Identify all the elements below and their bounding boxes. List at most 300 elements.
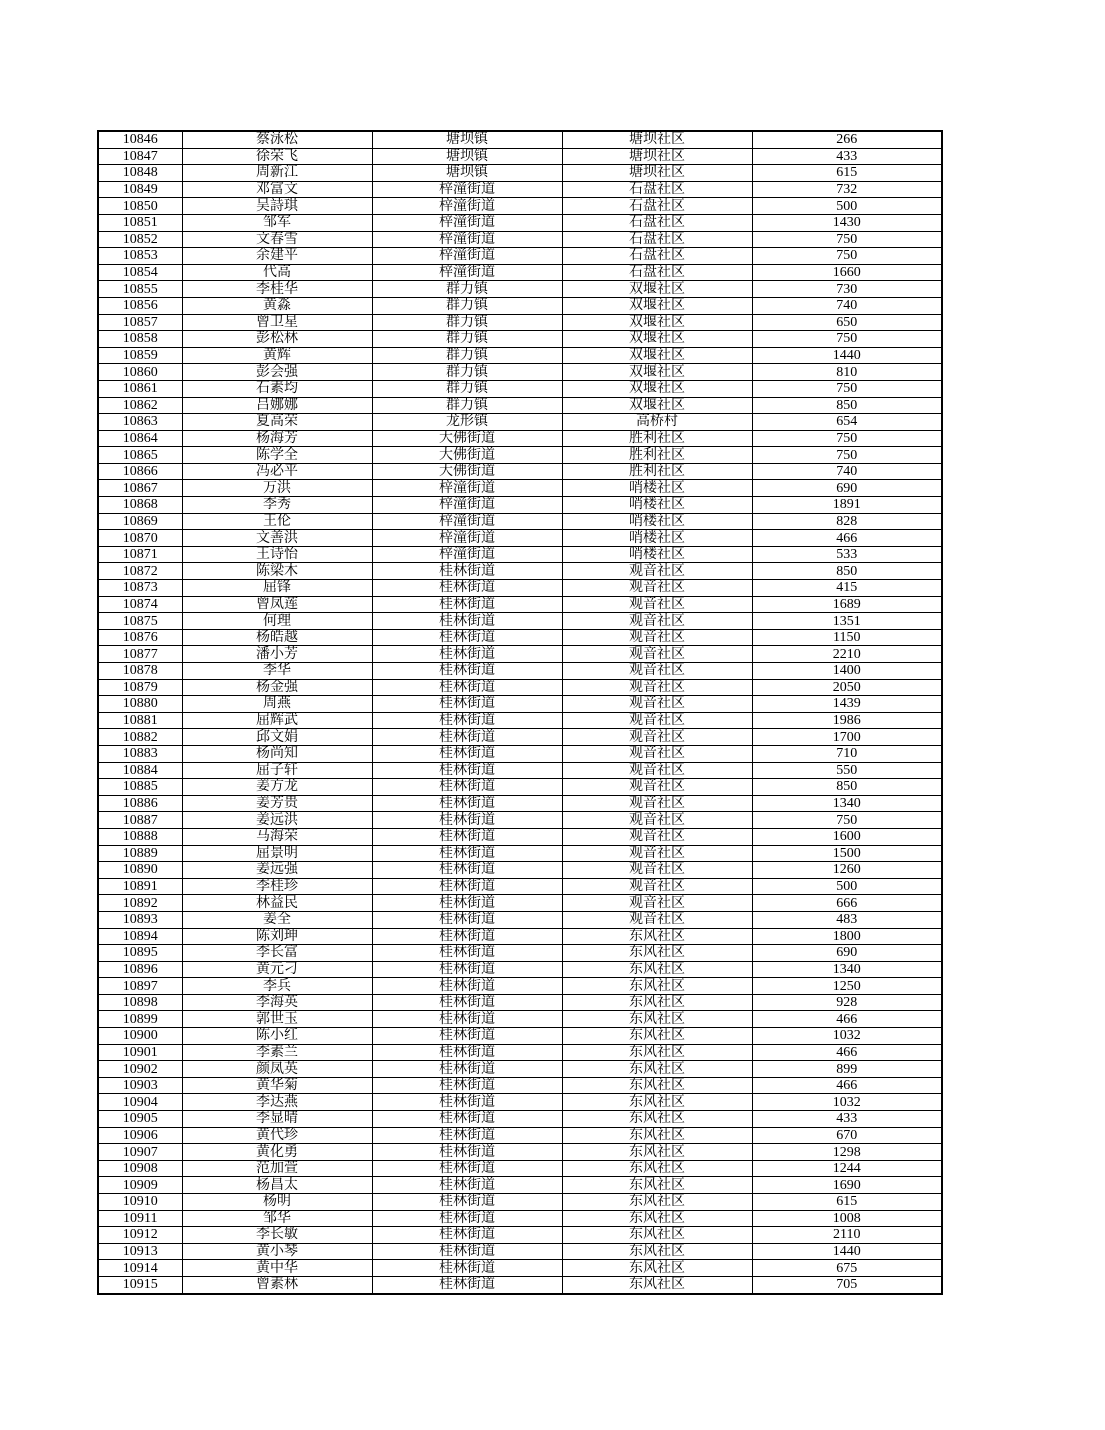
person-name-cell: 文善洪: [182, 530, 372, 547]
community-cell: 观音社区: [562, 563, 752, 580]
record-id-cell: 10910: [98, 1194, 182, 1211]
record-id-cell: 10849: [98, 181, 182, 198]
table-row: [98, 397, 942, 414]
amount-cell: 466: [752, 1044, 942, 1061]
street-cell: 塘坝镇: [372, 165, 562, 182]
street-cell: 桂林街道: [372, 1227, 562, 1244]
record-id-cell: 10867: [98, 480, 182, 497]
person-name-cell: 李达燕: [182, 1094, 372, 1111]
record-id-cell: 10886: [98, 795, 182, 812]
record-id-cell: 10889: [98, 845, 182, 862]
street-cell: 桂林街道: [372, 945, 562, 962]
person-name-cell: 黄中华: [182, 1260, 372, 1277]
amount-cell: 850: [752, 397, 942, 414]
community-cell: 胜利社区: [562, 447, 752, 464]
record-id-cell: 10863: [98, 414, 182, 431]
street-cell: 梓潼街道: [372, 231, 562, 248]
community-cell: 东风社区: [562, 1061, 752, 1078]
person-name-cell: 曾卫星: [182, 314, 372, 331]
amount-cell: 1150: [752, 629, 942, 646]
person-name-cell: 文春雪: [182, 231, 372, 248]
amount-cell: 730: [752, 281, 942, 298]
street-cell: 桂林街道: [372, 629, 562, 646]
community-cell: 观音社区: [562, 646, 752, 663]
amount-cell: 650: [752, 314, 942, 331]
community-cell: 观音社区: [562, 729, 752, 746]
record-id-cell: 10874: [98, 596, 182, 613]
table-row: [98, 1011, 942, 1028]
community-cell: 观音社区: [562, 812, 752, 829]
table-row: [98, 148, 942, 165]
street-cell: 桂林街道: [372, 928, 562, 945]
community-cell: 石盘社区: [562, 181, 752, 198]
person-name-cell: 陈刘珅: [182, 928, 372, 945]
table-row: [98, 845, 942, 862]
record-id-cell: 10853: [98, 248, 182, 265]
table-row: [98, 679, 942, 696]
community-cell: 东风社区: [562, 978, 752, 995]
amount-cell: 750: [752, 231, 942, 248]
table-row: [98, 928, 942, 945]
community-cell: 双堰社区: [562, 314, 752, 331]
amount-cell: 1340: [752, 961, 942, 978]
person-name-cell: 李华: [182, 663, 372, 680]
person-name-cell: 邹华: [182, 1210, 372, 1227]
table-row: [98, 463, 942, 480]
person-name-cell: 杨尚知: [182, 745, 372, 762]
street-cell: 梓潼街道: [372, 497, 562, 514]
community-cell: 哨楼社区: [562, 513, 752, 530]
person-name-cell: 邓富文: [182, 181, 372, 198]
amount-cell: 750: [752, 812, 942, 829]
record-id-cell: 10868: [98, 497, 182, 514]
record-id-cell: 10906: [98, 1127, 182, 1144]
community-cell: 观音社区: [562, 878, 752, 895]
community-cell: 观音社区: [562, 613, 752, 630]
person-name-cell: 李显晴: [182, 1111, 372, 1128]
community-cell: 东风社区: [562, 1094, 752, 1111]
record-id-cell: 10885: [98, 779, 182, 796]
community-cell: 观音社区: [562, 696, 752, 713]
table-row: [98, 646, 942, 663]
community-cell: 东风社区: [562, 945, 752, 962]
street-cell: 桂林街道: [372, 1194, 562, 1211]
community-cell: 东风社区: [562, 994, 752, 1011]
community-cell: 双堰社区: [562, 380, 752, 397]
amount-cell: 466: [752, 530, 942, 547]
person-name-cell: 夏高荣: [182, 414, 372, 431]
amount-cell: 500: [752, 878, 942, 895]
amount-cell: 750: [752, 380, 942, 397]
amount-cell: 1440: [752, 1243, 942, 1260]
community-cell: 哨楼社区: [562, 497, 752, 514]
amount-cell: 1400: [752, 663, 942, 680]
street-cell: 大佛街道: [372, 463, 562, 480]
table-row: [98, 198, 942, 215]
record-id-cell: 10915: [98, 1276, 182, 1293]
record-id-cell: 10851: [98, 214, 182, 231]
community-cell: 高桥村: [562, 414, 752, 431]
record-id-cell: 10909: [98, 1177, 182, 1194]
record-id-cell: 10887: [98, 812, 182, 829]
amount-cell: 1351: [752, 613, 942, 630]
amount-cell: 1891: [752, 497, 942, 514]
amount-cell: 433: [752, 1111, 942, 1128]
amount-cell: 750: [752, 331, 942, 348]
table-row: [98, 1144, 942, 1161]
person-name-cell: 李海英: [182, 994, 372, 1011]
community-cell: 塘坝社区: [562, 131, 752, 148]
record-id-cell: 10866: [98, 463, 182, 480]
table-row: [98, 1044, 942, 1061]
amount-cell: 2050: [752, 679, 942, 696]
street-cell: 群力镇: [372, 364, 562, 381]
record-id-cell: 10884: [98, 762, 182, 779]
amount-cell: 690: [752, 945, 942, 962]
table-row: [98, 878, 942, 895]
street-cell: 梓潼街道: [372, 546, 562, 563]
person-name-cell: 周新江: [182, 165, 372, 182]
community-cell: 双堰社区: [562, 297, 752, 314]
amount-cell: 850: [752, 563, 942, 580]
amount-cell: 1660: [752, 264, 942, 281]
person-name-cell: 万洪: [182, 480, 372, 497]
table-row: [98, 745, 942, 762]
community-cell: 东风社区: [562, 1044, 752, 1061]
person-name-cell: 黄小琴: [182, 1243, 372, 1260]
table-row: [98, 181, 942, 198]
record-id-cell: 10848: [98, 165, 182, 182]
record-id-cell: 10902: [98, 1061, 182, 1078]
record-id-cell: 10904: [98, 1094, 182, 1111]
person-name-cell: 曾素林: [182, 1276, 372, 1293]
person-name-cell: 王诗怡: [182, 546, 372, 563]
person-name-cell: 屈锋: [182, 580, 372, 597]
amount-cell: 850: [752, 779, 942, 796]
table-row: [98, 1243, 942, 1260]
records-table-body: [98, 131, 942, 1294]
amount-cell: 1430: [752, 214, 942, 231]
person-name-cell: 李桂华: [182, 281, 372, 298]
person-name-cell: 陈学全: [182, 447, 372, 464]
street-cell: 桂林街道: [372, 779, 562, 796]
record-id-cell: 10901: [98, 1044, 182, 1061]
community-cell: 观音社区: [562, 712, 752, 729]
person-name-cell: 邱文娟: [182, 729, 372, 746]
record-id-cell: 10879: [98, 679, 182, 696]
community-cell: 观音社区: [562, 679, 752, 696]
street-cell: 桂林街道: [372, 679, 562, 696]
amount-cell: 1008: [752, 1210, 942, 1227]
amount-cell: 415: [752, 580, 942, 597]
person-name-cell: 代高: [182, 264, 372, 281]
table-row: [98, 314, 942, 331]
street-cell: 塘坝镇: [372, 131, 562, 148]
table-row: [98, 911, 942, 928]
table-row: [98, 580, 942, 597]
community-cell: 石盘社区: [562, 231, 752, 248]
person-name-cell: 马海荣: [182, 828, 372, 845]
community-cell: 双堰社区: [562, 347, 752, 364]
record-id-cell: 10871: [98, 546, 182, 563]
record-id-cell: 10913: [98, 1243, 182, 1260]
amount-cell: 675: [752, 1260, 942, 1277]
record-id-cell: 10850: [98, 198, 182, 215]
table-row: [98, 1227, 942, 1244]
record-id-cell: 10892: [98, 895, 182, 912]
person-name-cell: 姜远洪: [182, 812, 372, 829]
community-cell: 东风社区: [562, 1177, 752, 1194]
community-cell: 哨楼社区: [562, 530, 752, 547]
community-cell: 东风社区: [562, 1243, 752, 1260]
person-name-cell: 李秀: [182, 497, 372, 514]
amount-cell: 750: [752, 447, 942, 464]
street-cell: 群力镇: [372, 397, 562, 414]
person-name-cell: 杨金强: [182, 679, 372, 696]
table-row: [98, 945, 942, 962]
community-cell: 东风社区: [562, 1276, 752, 1293]
person-name-cell: 黄华菊: [182, 1077, 372, 1094]
amount-cell: 1500: [752, 845, 942, 862]
amount-cell: 1690: [752, 1177, 942, 1194]
person-name-cell: 吴詩琪: [182, 198, 372, 215]
person-name-cell: 郭世玉: [182, 1011, 372, 1028]
street-cell: 大佛街道: [372, 447, 562, 464]
amount-cell: 500: [752, 198, 942, 215]
person-name-cell: 屈子轩: [182, 762, 372, 779]
table-row: [98, 1077, 942, 1094]
person-name-cell: 潘小芳: [182, 646, 372, 663]
record-id-cell: 10855: [98, 281, 182, 298]
person-name-cell: 屈辉武: [182, 712, 372, 729]
amount-cell: 1800: [752, 928, 942, 945]
record-id-cell: 10894: [98, 928, 182, 945]
record-id-cell: 10911: [98, 1210, 182, 1227]
person-name-cell: 陈小红: [182, 1028, 372, 1045]
person-name-cell: 吕娜娜: [182, 397, 372, 414]
community-cell: 观音社区: [562, 895, 752, 912]
amount-cell: 928: [752, 994, 942, 1011]
amount-cell: 828: [752, 513, 942, 530]
table-row: [98, 347, 942, 364]
record-id-cell: 10875: [98, 613, 182, 630]
table-row: [98, 430, 942, 447]
person-name-cell: 李兵: [182, 978, 372, 995]
table-row: [98, 696, 942, 713]
record-id-cell: 10896: [98, 961, 182, 978]
street-cell: 桂林街道: [372, 613, 562, 630]
community-cell: 东风社区: [562, 1111, 752, 1128]
table-row: [98, 1094, 942, 1111]
street-cell: 桂林街道: [372, 911, 562, 928]
community-cell: 塘坝社区: [562, 165, 752, 182]
record-id-cell: 10877: [98, 646, 182, 663]
community-cell: 东风社区: [562, 1210, 752, 1227]
community-cell: 胜利社区: [562, 430, 752, 447]
community-cell: 胜利社区: [562, 463, 752, 480]
table-row: [98, 231, 942, 248]
amount-cell: 690: [752, 480, 942, 497]
table-row: [98, 1194, 942, 1211]
record-id-cell: 10908: [98, 1160, 182, 1177]
street-cell: 梓潼街道: [372, 264, 562, 281]
street-cell: 桂林街道: [372, 812, 562, 829]
table-row: [98, 862, 942, 879]
table-row: [98, 513, 942, 530]
table-row: [98, 1260, 942, 1277]
table-row: [98, 480, 942, 497]
street-cell: 龙形镇: [372, 414, 562, 431]
table-row: [98, 961, 942, 978]
amount-cell: 1689: [752, 596, 942, 613]
record-id-cell: 10876: [98, 629, 182, 646]
street-cell: 桂林街道: [372, 1177, 562, 1194]
street-cell: 桂林街道: [372, 1094, 562, 1111]
table-row: [98, 812, 942, 829]
record-id-cell: 10872: [98, 563, 182, 580]
person-name-cell: 周燕: [182, 696, 372, 713]
community-cell: 观音社区: [562, 762, 752, 779]
street-cell: 桂林街道: [372, 1044, 562, 1061]
street-cell: 桂林街道: [372, 596, 562, 613]
amount-cell: 1032: [752, 1094, 942, 1111]
record-id-cell: 10856: [98, 297, 182, 314]
person-name-cell: 黄辉: [182, 347, 372, 364]
table-row: [98, 1028, 942, 1045]
table-row: [98, 1276, 942, 1293]
community-cell: 观音社区: [562, 629, 752, 646]
record-id-cell: 10873: [98, 580, 182, 597]
table-row: [98, 447, 942, 464]
street-cell: 桂林街道: [372, 663, 562, 680]
record-id-cell: 10897: [98, 978, 182, 995]
community-cell: 观音社区: [562, 596, 752, 613]
records-table: [97, 130, 943, 1295]
table-row: [98, 364, 942, 381]
record-id-cell: 10854: [98, 264, 182, 281]
table-row: [98, 712, 942, 729]
amount-cell: 466: [752, 1011, 942, 1028]
street-cell: 桂林街道: [372, 1144, 562, 1161]
person-name-cell: 陈梁木: [182, 563, 372, 580]
table-row: [98, 596, 942, 613]
table-row: [98, 795, 942, 812]
person-name-cell: 李素兰: [182, 1044, 372, 1061]
table-row: [98, 546, 942, 563]
person-name-cell: 曾凤莲: [182, 596, 372, 613]
record-id-cell: 10861: [98, 380, 182, 397]
person-name-cell: 冯必平: [182, 463, 372, 480]
community-cell: 哨楼社区: [562, 480, 752, 497]
table-row: [98, 762, 942, 779]
street-cell: 桂林街道: [372, 994, 562, 1011]
community-cell: 观音社区: [562, 862, 752, 879]
street-cell: 桂林街道: [372, 1011, 562, 1028]
person-name-cell: 李长敏: [182, 1227, 372, 1244]
street-cell: 塘坝镇: [372, 148, 562, 165]
street-cell: 桂林街道: [372, 1077, 562, 1094]
record-id-cell: 10898: [98, 994, 182, 1011]
amount-cell: 533: [752, 546, 942, 563]
amount-cell: 2110: [752, 1227, 942, 1244]
record-id-cell: 10914: [98, 1260, 182, 1277]
table-row: [98, 131, 942, 148]
street-cell: 梓潼街道: [372, 214, 562, 231]
table-row: [98, 563, 942, 580]
amount-cell: 1244: [752, 1160, 942, 1177]
amount-cell: 670: [752, 1127, 942, 1144]
table-row: [98, 414, 942, 431]
person-name-cell: 李长富: [182, 945, 372, 962]
table-row: [98, 978, 942, 995]
table-row: [98, 497, 942, 514]
record-id-cell: 10882: [98, 729, 182, 746]
data-sheet: [97, 130, 941, 1295]
community-cell: 石盘社区: [562, 214, 752, 231]
community-cell: 东风社区: [562, 1144, 752, 1161]
community-cell: 东风社区: [562, 1227, 752, 1244]
table-row: [98, 663, 942, 680]
street-cell: 桂林街道: [372, 1160, 562, 1177]
person-name-cell: 黄化勇: [182, 1144, 372, 1161]
street-cell: 桂林街道: [372, 1210, 562, 1227]
amount-cell: 750: [752, 430, 942, 447]
community-cell: 东风社区: [562, 1077, 752, 1094]
amount-cell: 666: [752, 895, 942, 912]
amount-cell: 1250: [752, 978, 942, 995]
amount-cell: 899: [752, 1061, 942, 1078]
record-id-cell: 10888: [98, 828, 182, 845]
amount-cell: 615: [752, 1194, 942, 1211]
table-row: [98, 629, 942, 646]
street-cell: 群力镇: [372, 380, 562, 397]
record-id-cell: 10880: [98, 696, 182, 713]
table-row: [98, 994, 942, 1011]
record-id-cell: 10890: [98, 862, 182, 879]
record-id-cell: 10847: [98, 148, 182, 165]
person-name-cell: 杨明: [182, 1194, 372, 1211]
record-id-cell: 10907: [98, 1144, 182, 1161]
person-name-cell: 邹军: [182, 214, 372, 231]
street-cell: 群力镇: [372, 347, 562, 364]
community-cell: 东风社区: [562, 1127, 752, 1144]
community-cell: 观音社区: [562, 845, 752, 862]
amount-cell: 266: [752, 131, 942, 148]
community-cell: 观音社区: [562, 745, 752, 762]
amount-cell: 433: [752, 148, 942, 165]
street-cell: 梓潼街道: [372, 530, 562, 547]
person-name-cell: 姜芳贵: [182, 795, 372, 812]
amount-cell: 1986: [752, 712, 942, 729]
community-cell: 石盘社区: [562, 248, 752, 265]
table-row: [98, 214, 942, 231]
street-cell: 桂林街道: [372, 1028, 562, 1045]
amount-cell: 654: [752, 414, 942, 431]
record-id-cell: 10857: [98, 314, 182, 331]
table-row: [98, 828, 942, 845]
record-id-cell: 10846: [98, 131, 182, 148]
street-cell: 群力镇: [372, 331, 562, 348]
community-cell: 双堰社区: [562, 281, 752, 298]
table-row: [98, 297, 942, 314]
community-cell: 东风社区: [562, 1260, 752, 1277]
street-cell: 桂林街道: [372, 1276, 562, 1293]
street-cell: 梓潼街道: [372, 248, 562, 265]
amount-cell: 1700: [752, 729, 942, 746]
person-name-cell: 石素均: [182, 380, 372, 397]
person-name-cell: 杨海芳: [182, 430, 372, 447]
table-row: [98, 613, 942, 630]
